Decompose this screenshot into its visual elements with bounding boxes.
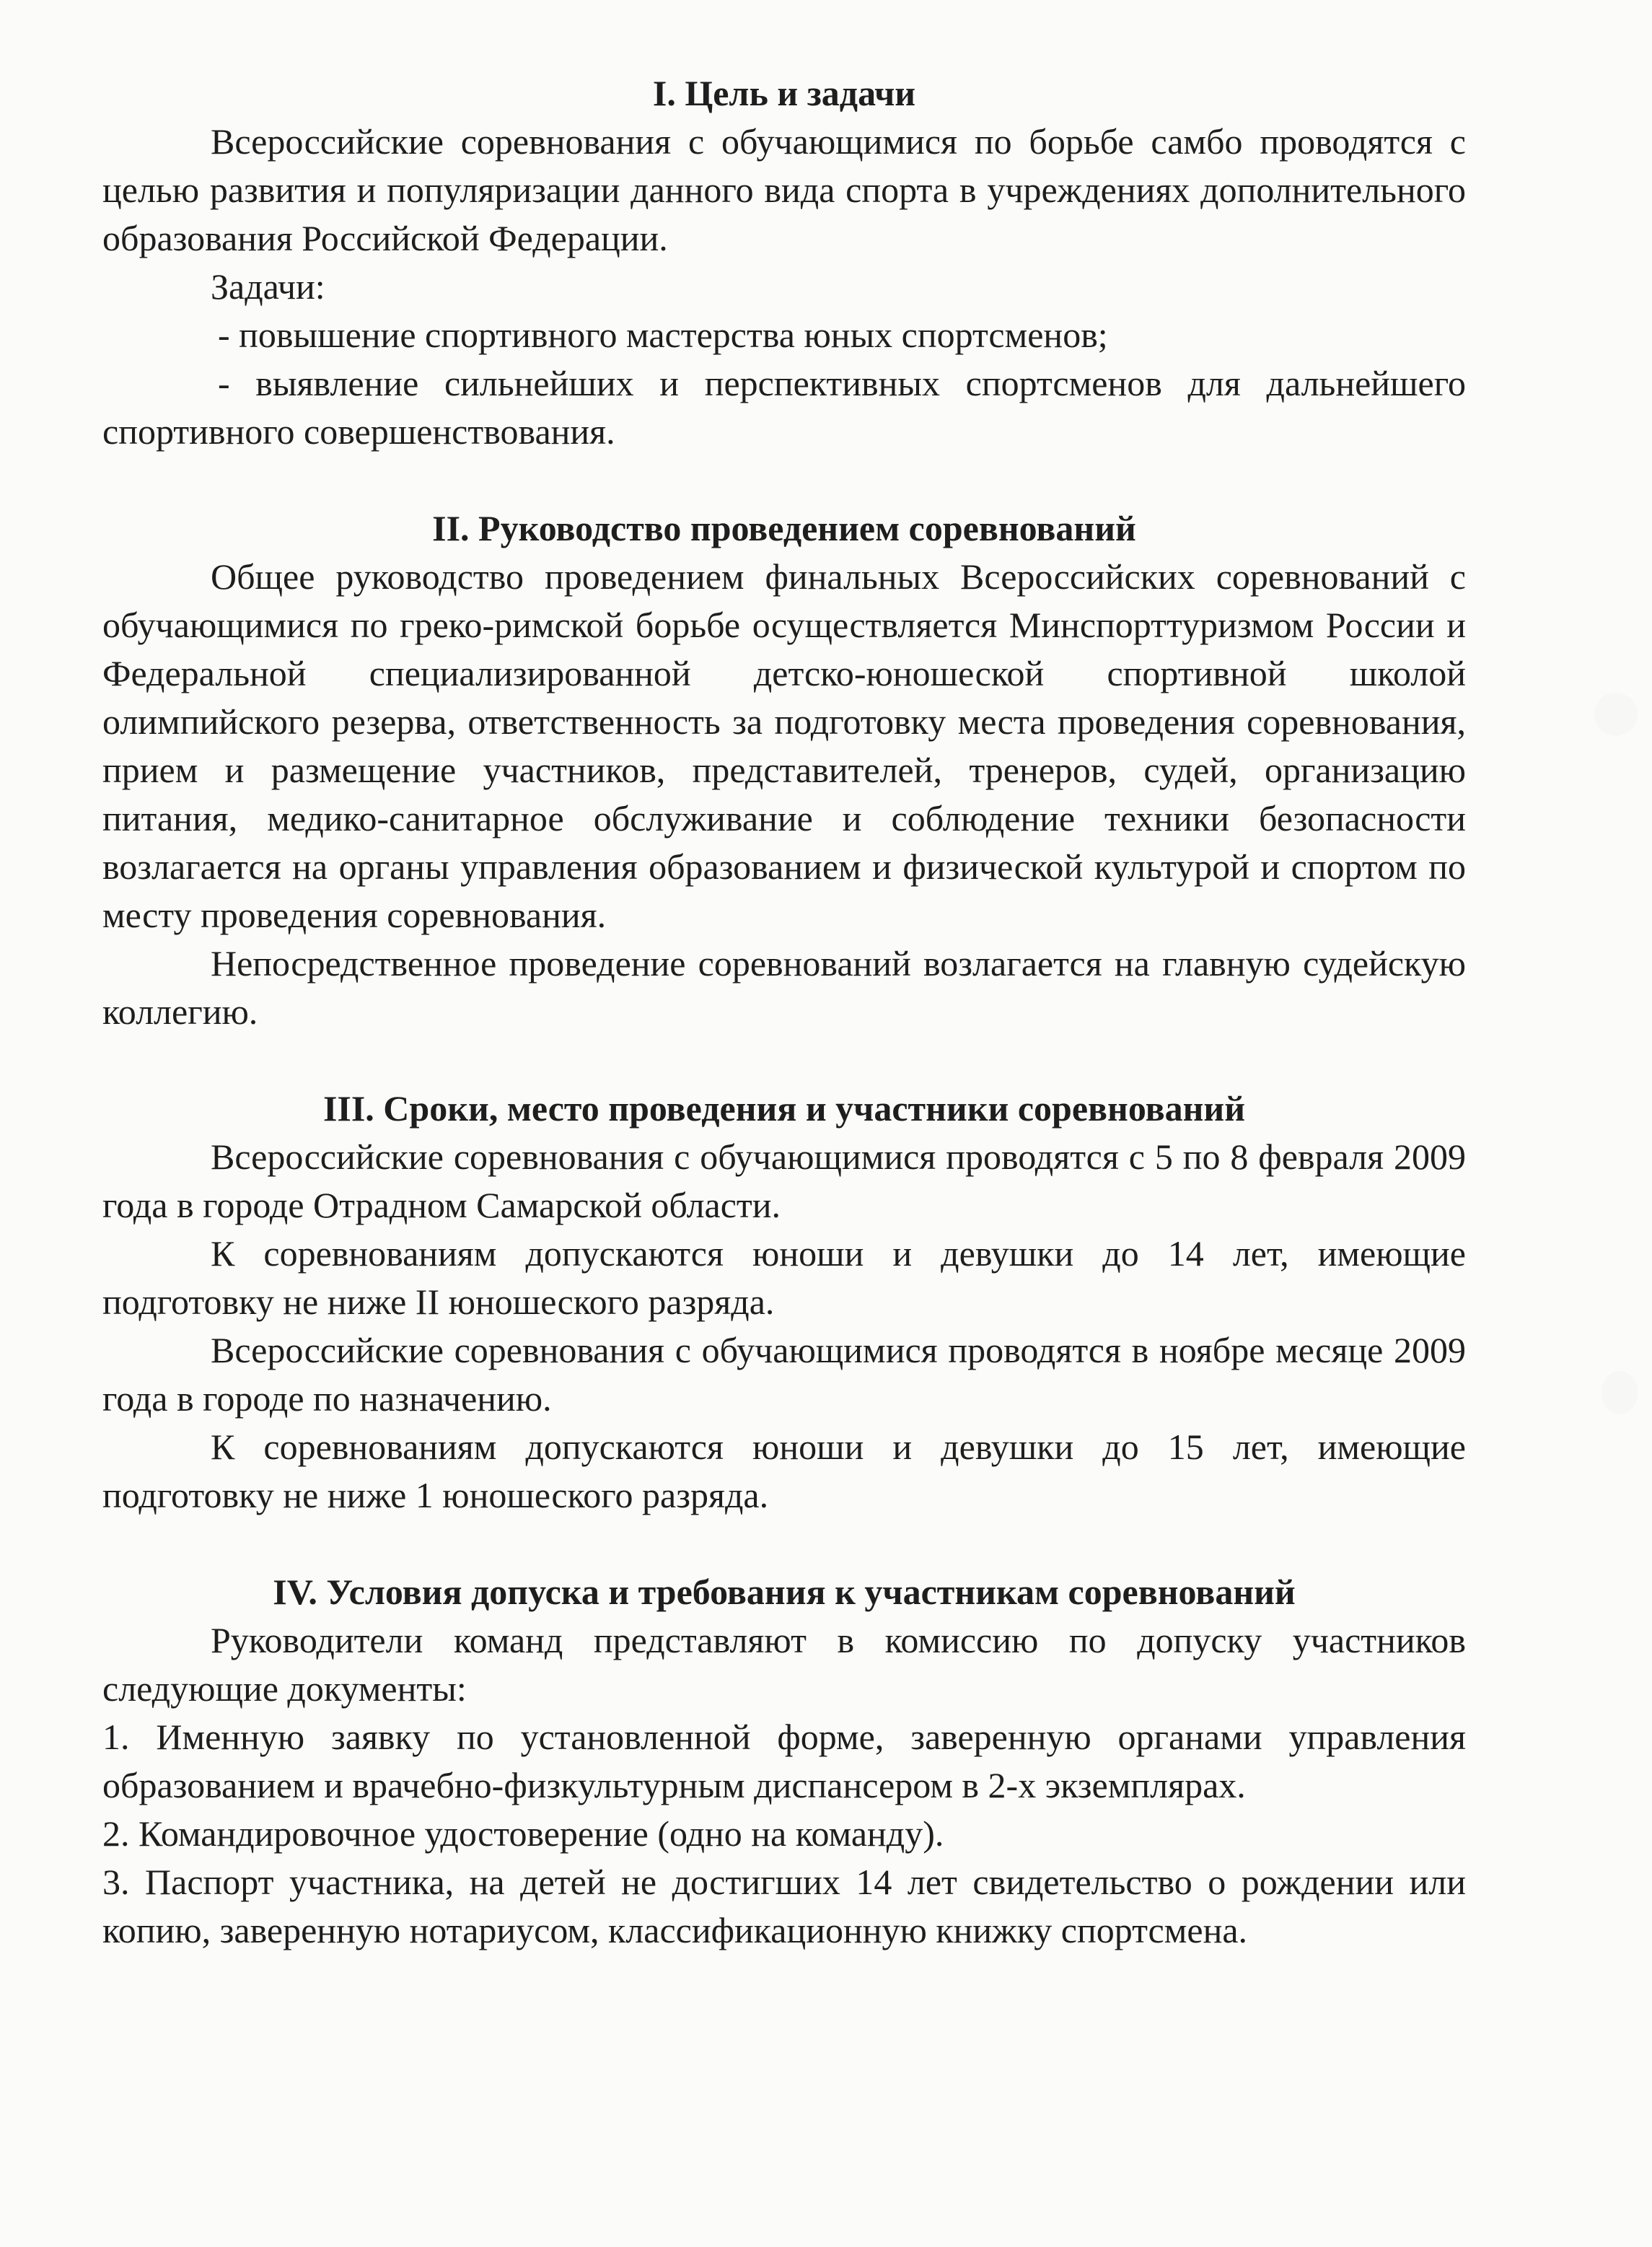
tasks-label: Задачи: (211, 266, 325, 307)
section-3-paragraph: Всероссийские соревнования с обучающимися проводятся в ноябре месяце 2009 года в городе по назначению. (102, 1330, 1466, 1419)
section-3-paragraph: К соревнованиям допускаются юноши и девушки до 15 лет, имеющие подготовку не ниже 1 юношеского разряда. (102, 1427, 1466, 1515)
document-list-item: 2. Командировочное удостоверение (одно на команду). (102, 1813, 944, 1854)
section-4-paragraph: Руководители команд представляют в комиссию по допуску участников следующие документы: (102, 1620, 1466, 1709)
section-3-title: III. Сроки, место проведения и участники соревнований (322, 1088, 1246, 1129)
spacer (102, 1520, 1466, 1568)
section-4-title: IV. Условия допуска и требования к участникам соревнований (273, 1572, 1296, 1612)
scan-smudge (1602, 1371, 1638, 1414)
task-item: - повышение спортивного мастерства юных спортсменов; (218, 315, 1108, 355)
document-list-item: 3. Паспорт участника, на детей не достигших 14 лет свидетельство о рождении или копию, заверенную нотариусом, классификационную книжку спортсмена. (102, 1862, 1466, 1950)
section-3-paragraph: К соревнованиям допускаются юноши и девушки до 14 лет, имеющие подготовку не ниже II юношеского разряда. (102, 1233, 1466, 1322)
section-2-paragraph: Непосредственное проведение соревнований возлагается на главную судейскую коллегию. (102, 943, 1466, 1032)
task-item: - выявление сильнейших и перспективных спортсменов для дальнейшего спортивного совершенствования. (102, 363, 1466, 452)
section-1-paragraph: Всероссийские соревнования с обучающимися по борьбе самбо проводятся с целью развития и популяризации данного вида спорта в учреждениях дополнительного образования Российской Федерации. (102, 121, 1466, 258)
section-2-paragraph: Общее руководство проведением финальных Всероссийских соревнований с обучающимися по греко-римской борьбе осуществляется Минспорттуризмом России и Федеральной специализированной детско-юношеской спортивной школой олимпийского резерва, ответственность за подготовку места проведения соревнования, прием и размещение участников, представителей, тренеров, судей, организацию питания, медико-санитарное обслуживание и соблюдение техники безопасности возлагается на органы управления образованием и физической культурой и спортом по месту проведения соревнования. (102, 556, 1466, 935)
document-list-item: 1. Именную заявку по установленной форме, заверенную органами управления образованием и врачебно-физкультурным диспансером в 2-х экземплярах. (102, 1717, 1466, 1805)
section-2-title: II. Руководство проведением соревнований (432, 508, 1136, 548)
document-page (102, 69, 1466, 1955)
section-3-paragraph: Всероссийские соревнования с обучающимися проводятся с 5 по 8 февраля 2009 года в городе Отрадном Самарской области. (102, 1136, 1466, 1225)
section-1-title: I. Цель и задачи (652, 73, 916, 113)
spacer (102, 1036, 1466, 1085)
scan-smudge (1594, 693, 1638, 736)
spacer (102, 456, 1466, 504)
